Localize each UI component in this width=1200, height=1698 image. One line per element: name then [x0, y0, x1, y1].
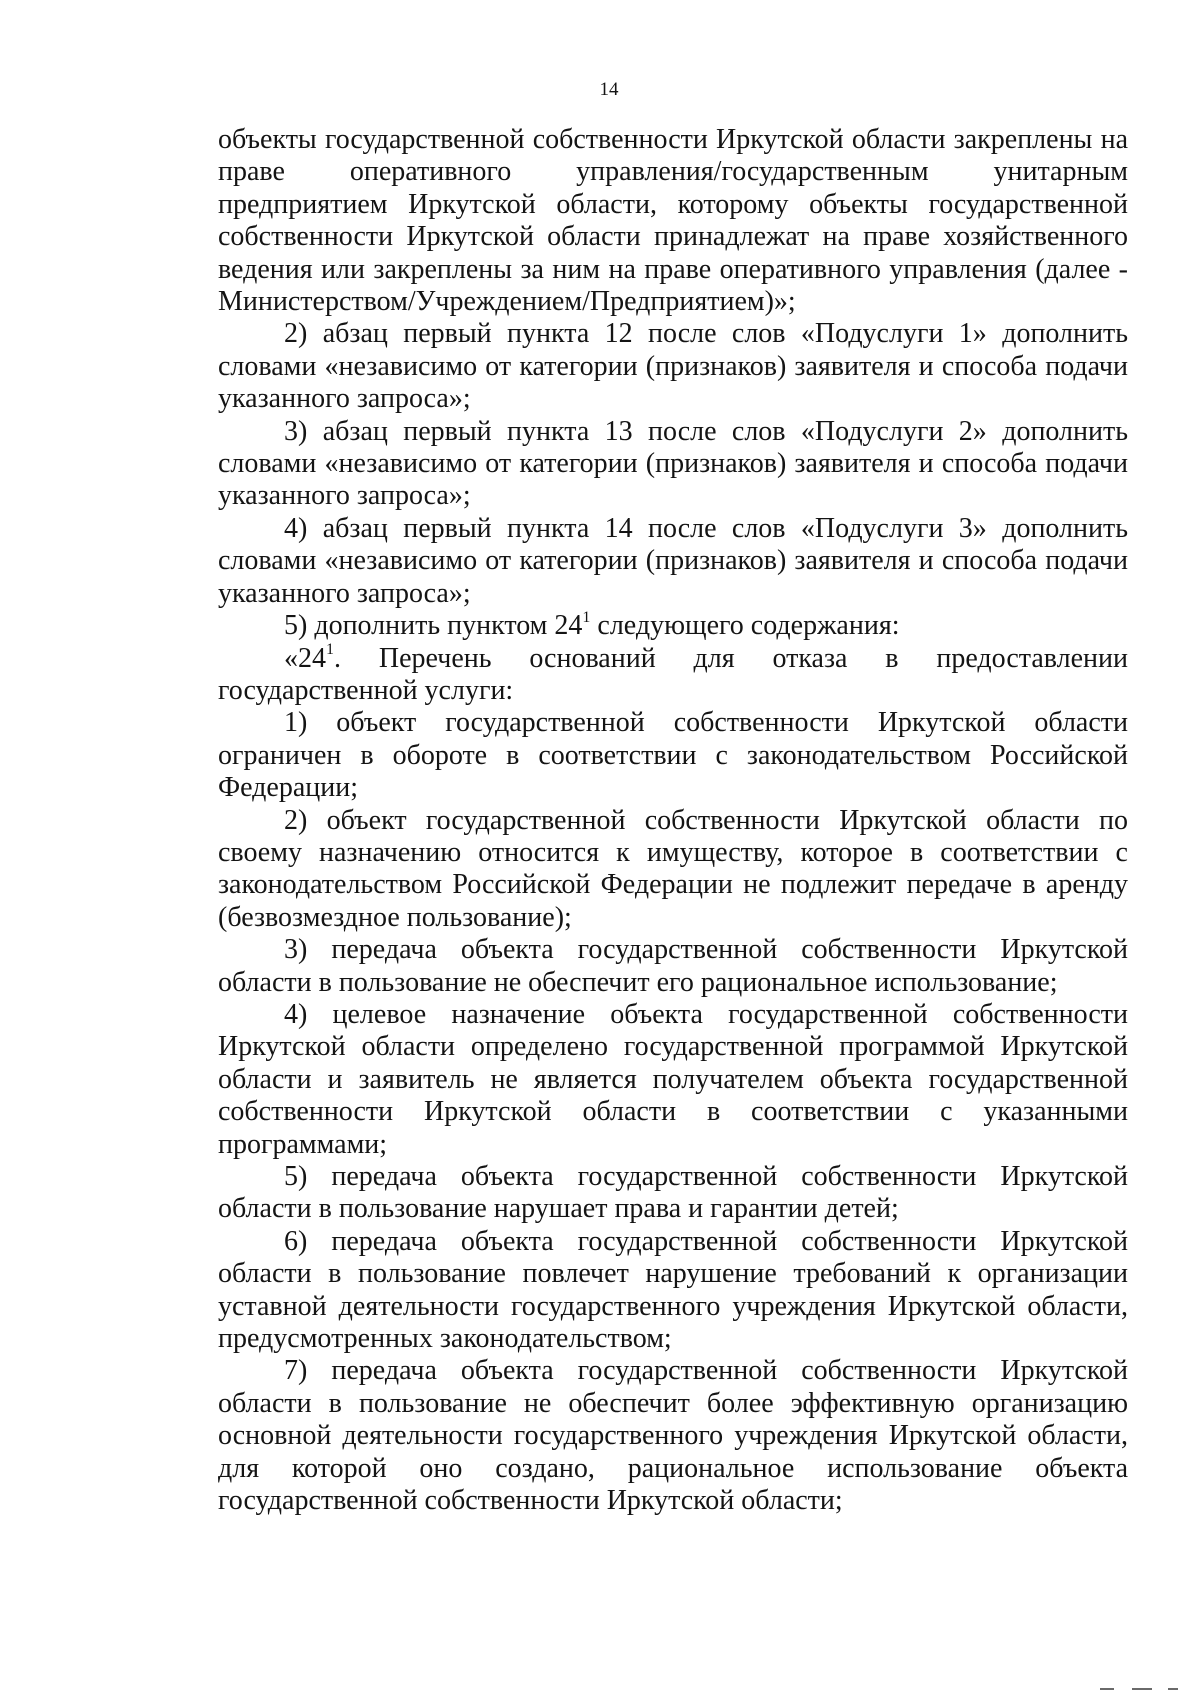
refusal-ground-2: 2) объект государственной собственности Иркутской области по своему назначению относится к имуществу, которое в соответствии с законодательством Российской Федерации не подлежит передаче в аренду (безвозмездное пользование);	[218, 804, 1128, 933]
refusal-ground-7: 7) передача объекта государственной собственности Иркутской области в пользование не обеспечит более эффективную организацию основной деятельности государственного учреждения Иркутской области, для которой оно создано, рациональное использование объекта государственной собственности Иркутской области;	[218, 1355, 1128, 1517]
scan-edge-mark	[1168, 1688, 1178, 1690]
paragraph-item-5-text: 5) дополнить пунктом 24	[284, 610, 583, 642]
superscript-index: 1	[326, 641, 334, 659]
paragraph-item-5	[218, 610, 1128, 642]
paragraph-continuation: объекты государственной собственности Иркутской области закреплены на праве оперативного управления/государственным унитарным предприятием Иркутской области, которому объекты государственной собственности Иркутской области принадлежат на праве хозяйственного ведения или закреплены за ним на праве оперативного управления (далее - Министерством/Учреждением/Предприятием)»;	[218, 124, 1128, 318]
scan-edge-mark	[1100, 1688, 1114, 1690]
section-heading-start: «24	[284, 642, 326, 674]
section-heading-text: . Перечень оснований для отказа в предоставлении государственной услуги:	[218, 642, 1128, 706]
refusal-ground-1: 1) объект государственной собственности Иркутской области ограничен в обороте в соответствии с законодательством Российской Федерации;	[218, 707, 1128, 804]
paragraph-item-4: 4) абзац первый пункта 14 после слов «Подуслуги 3» дополнить словами «независимо от категории (признаков) заявителя и способа подачи указанного запроса»;	[218, 512, 1128, 609]
paragraph-item-2: 2) абзац первый пункта 12 после слов «Подуслуги 1» дополнить словами «независимо от категории (признаков) заявителя и способа подачи указанного запроса»;	[218, 318, 1128, 415]
refusal-ground-4: 4) целевое назначение объекта государственной собственности Иркутской области определено государственной программой Иркутской области и заявитель не является получателем объекта государственной собственности Иркутской области в соответствии с указанными программами;	[218, 998, 1128, 1160]
paragraph-item-5-text-end: следующего содержания:	[590, 610, 900, 642]
section-heading-24-1	[218, 643, 1128, 708]
refusal-ground-3: 3) передача объекта государственной собственности Иркутской области в пользование не обеспечит его рациональное использование;	[218, 934, 1128, 998]
scan-edge-mark	[1132, 1688, 1152, 1690]
superscript-index: 1	[582, 608, 591, 626]
document-body	[218, 124, 1128, 1517]
page-number: 14	[599, 79, 619, 100]
refusal-ground-6: 6) передача объекта государственной собственности Иркутской области в пользование повлечет нарушение требований к организации уставной деятельности государственного учреждения Иркутской области, предусмотренных законодательством;	[218, 1225, 1128, 1355]
paragraph-item-3: 3) абзац первый пункта 13 после слов «Подуслуги 2» дополнить словами «независимо от категории (признаков) заявителя и способа подачи указанного запроса»;	[218, 415, 1128, 512]
refusal-ground-5: 5) передача объекта государственной собственности Иркутской области в пользование нарушает права и гарантии детей;	[218, 1161, 1128, 1225]
